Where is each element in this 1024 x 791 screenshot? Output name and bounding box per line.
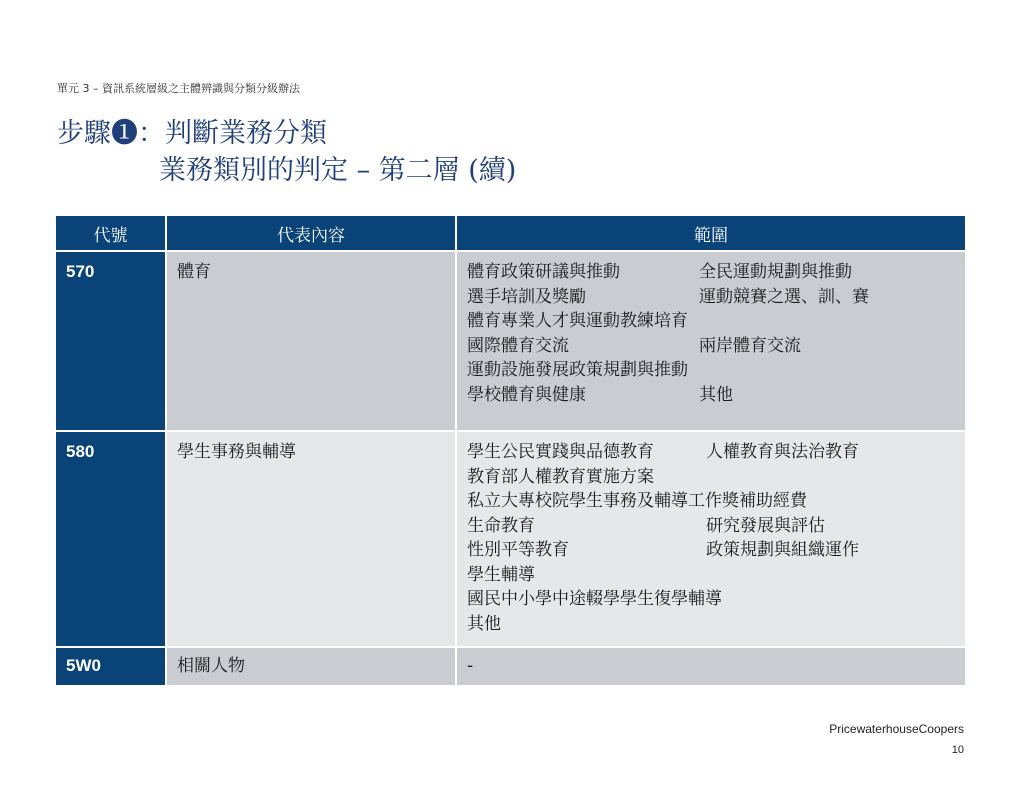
row-scope	[456, 647, 965, 686]
scope-line	[467, 383, 955, 408]
scope-line	[467, 489, 955, 514]
scope-item: 兩岸體育交流	[699, 335, 801, 356]
column-header-code: 代號	[56, 216, 166, 251]
breadcrumb: 單元 3 – 資訊系統層級之主體辨識與分類分級辦法	[57, 82, 300, 95]
column-header-content: 代表內容	[166, 216, 456, 251]
scope-item: 人權教育與法治教育	[706, 442, 859, 462]
scope-item: 運動設施發展政策規劃與推動	[467, 360, 688, 380]
scope-line	[467, 563, 955, 588]
scope-item: 學生輔導	[467, 564, 535, 585]
scope-item: 運動競賽之選、訓、賽	[699, 286, 869, 307]
row-scope	[456, 431, 965, 647]
scope-item: 研究發展與評估	[706, 515, 825, 536]
table-row	[56, 251, 965, 431]
scope-line	[467, 514, 955, 539]
scope-line	[467, 654, 955, 679]
row-code: 5W0	[56, 647, 166, 686]
scope-item: 全民運動規劃與推動	[699, 262, 852, 282]
page-subtitle: 業務類別的判定 – 第二層 (續)	[159, 155, 517, 186]
row-code: 570	[56, 251, 166, 431]
table-header-row	[56, 216, 965, 251]
row-scope	[456, 251, 965, 431]
column-header-scope: 範圍	[456, 216, 965, 251]
scope-item: 學生公民實踐與品德教育	[467, 442, 654, 462]
table-row	[56, 431, 965, 647]
page-number: 10	[951, 744, 964, 756]
scope-line	[467, 538, 955, 563]
scope-item: 選手培訓及獎勵	[467, 286, 586, 307]
scope-line	[467, 465, 955, 490]
scope-line	[467, 309, 955, 334]
scope-item: 政策規劃與組織運作	[706, 540, 859, 560]
footer-company-name: PricewaterhouseCoopers	[829, 722, 964, 736]
scope-line	[467, 285, 955, 310]
row-description: 相關人物	[166, 647, 456, 686]
row-description: 體育	[166, 251, 456, 431]
business-category-table	[56, 216, 965, 687]
scope-item: 私立大專校院學生事務及輔導工作獎補助經費	[467, 491, 807, 511]
page-title: 步驟❶：判斷業務分類	[57, 118, 327, 149]
scope-line	[467, 587, 955, 612]
scope-line	[467, 260, 955, 285]
scope-item: 其他	[699, 384, 733, 405]
scope-item: 性別平等教育	[467, 540, 569, 560]
scope-item: 學校體育與健康	[467, 384, 586, 405]
scope-line	[467, 334, 955, 359]
row-code: 580	[56, 431, 166, 647]
scope-item: 生命教育	[467, 515, 535, 536]
scope-line	[467, 358, 955, 383]
scope-item: -	[467, 656, 474, 676]
scope-item: 體育政策研議與推動	[467, 262, 620, 282]
scope-item: 體育專業人才與運動教練培育	[467, 311, 688, 331]
scope-item: 教育部人權教育實施方案	[467, 466, 654, 487]
scope-item: 國民中小學中途輟學學生復學輔導	[467, 589, 722, 609]
scope-item: 國際體育交流	[467, 335, 569, 356]
scope-item: 其他	[467, 613, 501, 634]
scope-line	[467, 612, 955, 637]
row-description: 學生事務與輔導	[166, 431, 456, 647]
table-row	[56, 647, 965, 686]
scope-line	[467, 440, 955, 465]
